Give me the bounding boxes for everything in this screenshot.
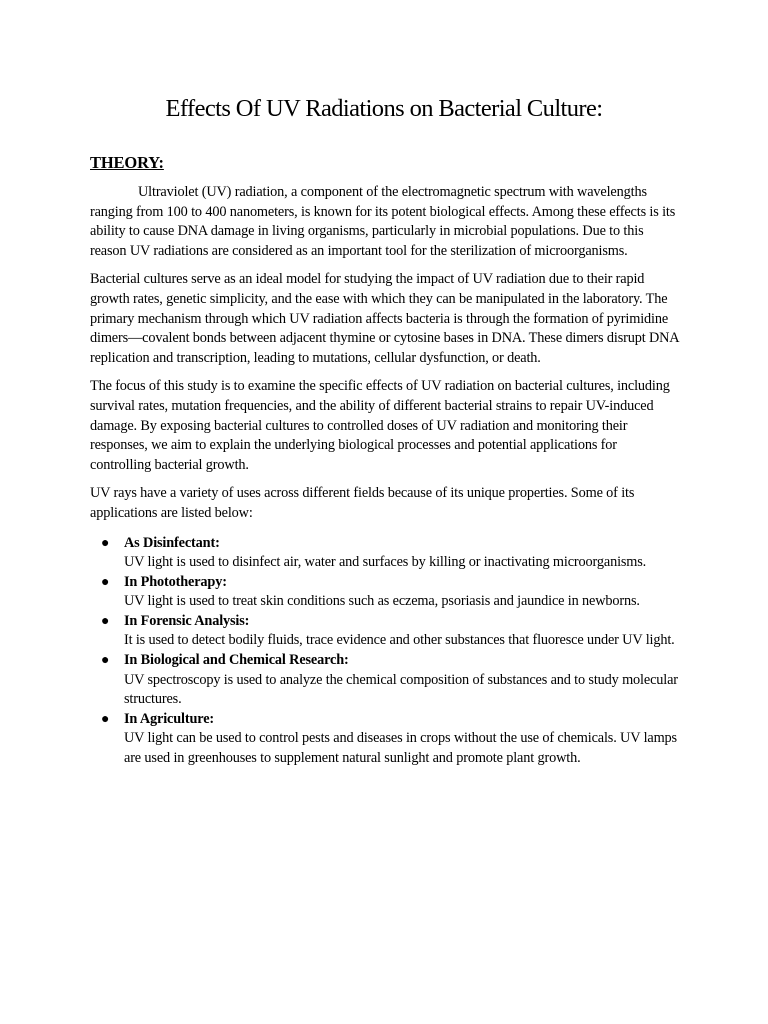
list-item-title: In Forensic Analysis: <box>124 612 250 629</box>
section-heading-theory: THEORY: <box>90 153 164 172</box>
paragraph-intro: Ultraviolet (UV) radiation, a component of the electromagnetic spectrum with wavelengths ranging from 100 to 400 nanometers, is known for its potent biological effects. Among these effects is its ability to cause DNA damage in living organisms, particularly in microbial populations. Due to this reason UV radiations are considered as an important tool for the sterilization of microorganisms. <box>90 184 676 259</box>
document-body <box>90 152 680 769</box>
list-item-title: As Disinfectant: <box>124 534 220 551</box>
bullet-icon: ● <box>101 653 110 669</box>
paragraph-study-focus: The focus of this study is to examine the specific effects of UV radiation on bacterial cultures, including survival rates, mutation frequencies, and the ability of different bacterial strains to repair UV-induced damage. By exposing bacterial cultures to controlled doses of UV radiation and monitoring their responses, we aim to explain the underlying biological processes and potential applications for controlling bacterial growth. <box>90 378 670 473</box>
list-item-description: It is used to detect bodily fluids, trace evidence and other substances that fluoresce under UV light. <box>124 632 675 649</box>
list-item <box>90 534 680 573</box>
list-item-description: UV light can be used to control pests and diseases in crops without the use of chemicals. UV lamps are used in greenhouses to supplement natural sunlight and promote plant growth. <box>124 730 677 767</box>
paragraph-uv-uses: UV rays have a variety of uses across different fields because of its unique properties. Some of its applications are listed below: <box>90 485 635 521</box>
applications-list <box>90 534 680 769</box>
bullet-icon: ● <box>101 711 110 727</box>
list-item <box>90 612 680 651</box>
list-item <box>90 710 680 769</box>
document-title: Effects Of UV Radiations on Bacterial Culture: <box>165 95 603 122</box>
list-item-description: UV light is used to disinfect air, water and surfaces by killing or inactivating microorganisms. <box>124 554 647 571</box>
list-item <box>90 573 680 612</box>
list-item-description: UV spectroscopy is used to analyze the chemical composition of substances and to study molecular structures. <box>124 671 678 708</box>
list-item-title: In Agriculture: <box>124 710 215 727</box>
list-item <box>90 651 680 710</box>
list-item-title: In Biological and Chemical Research: <box>124 652 349 669</box>
paragraph-bacterial-cultures: Bacterial cultures serve as an ideal model for studying the impact of UV radiation due to their rapid growth rates, genetic simplicity, and the ease with which they can be manipulated in the laboratory. The primary mechanism through which UV radiation affects bacteria is through the formation of pyrimidine dimers—covalent bonds between adjacent thymine or cytosine bases in DNA. These dimers disrupt DNA replication and transcription, leading to mutations, cellular dysfunction, or death. <box>90 271 679 366</box>
bullet-icon: ● <box>101 574 110 590</box>
list-item-description: UV light is used to treat skin conditions such as eczema, psoriasis and jaundice in newborns. <box>124 593 640 610</box>
bullet-icon: ● <box>101 613 110 629</box>
list-item-title: In Phototherapy: <box>124 573 227 590</box>
bullet-icon: ● <box>101 535 110 551</box>
